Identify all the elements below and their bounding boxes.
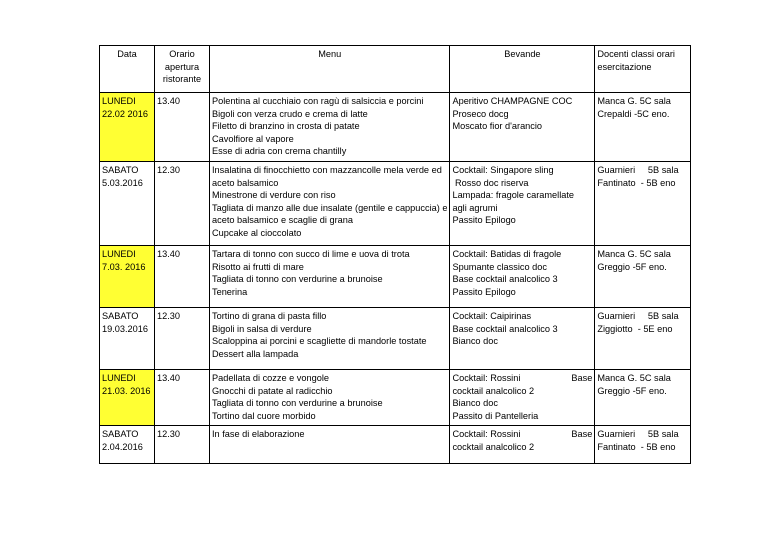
teachers-cell: Guarnieri 5B sala Fantinato - 5B eno	[595, 426, 691, 464]
menu-cell: Insalatina di finocchietto con mazzancolle mela verde ed aceto balsamico Minestrone di verdure con riso Tagliata di manzo alle due insalate (gentile e cappuccia) e aceto balsamico e scaglie di grana Cupcake al cioccolato	[210, 161, 450, 245]
drinks-cell: Cocktail: Singapore sling Rosso doc riserva Lampada: fragole caramellate agli agrumi Passito Epilogo	[450, 161, 595, 245]
menu-cell: Tortino di grana di pasta fillo Bigoli in salsa di verdure Scaloppina ai porcini e scagliette di mandorle tostate Dessert alla lampada	[210, 307, 450, 369]
menu-table	[99, 45, 691, 464]
time-cell: 13.40	[155, 369, 210, 425]
menu-cell: In fase di elaborazione	[210, 426, 450, 464]
time-cell: 12.30	[155, 307, 210, 369]
time-cell: 12.30	[155, 161, 210, 245]
date-cell: LUNEDI 22.02 2016	[100, 93, 155, 162]
teachers-cell: Guarnieri 5B sala Fantinato - 5B eno	[595, 161, 691, 245]
time-cell: 12.30	[155, 426, 210, 464]
menu-cell: Polentina al cucchiaio con ragù di salsiccia e porcini Bigoli con verza crudo e crema di latte Filetto di branzino in crosta di patate Cavolfiore al vapore Esse di adria con crema chantilly	[210, 93, 450, 162]
date-cell: LUNEDI 21.03. 2016	[100, 369, 155, 425]
time-cell: 13.40	[155, 93, 210, 162]
header-data: Data	[100, 46, 155, 93]
header-orario: Orario apertura ristorante	[155, 46, 210, 93]
table-row	[100, 245, 691, 307]
header-docenti: Docenti classi orari esercitazione	[595, 46, 691, 93]
header-bevande: Bevande	[450, 46, 595, 93]
table-row	[100, 426, 691, 464]
date-cell: LUNEDI 7.03. 2016	[100, 245, 155, 307]
teachers-cell: Manca G. 5C sala Greggio -5F eno.	[595, 369, 691, 425]
teachers-cell: Guarnieri 5B sala Ziggiotto - 5E eno	[595, 307, 691, 369]
table-row	[100, 161, 691, 245]
teachers-cell: Manca G. 5C sala Crepaldi -5C eno.	[595, 93, 691, 162]
date-cell: SABATO 2.04.2016	[100, 426, 155, 464]
drinks-cell: Cocktail: Rossini Base cocktail analcolico 2 Bianco doc Passito di Pantelleria	[450, 369, 595, 425]
time-cell: 13.40	[155, 245, 210, 307]
teachers-cell: Manca G. 5C sala Greggio -5F eno.	[595, 245, 691, 307]
header-row	[100, 46, 691, 93]
header-menu: Menu	[210, 46, 450, 93]
menu-cell: Tartara di tonno con succo di lime e uova di trota Risotto ai frutti di mare Tagliata di tonno con verdurine a brunoise Tenerina	[210, 245, 450, 307]
menu-cell: Padellata di cozze e vongole Gnocchi di patate al radicchio Tagliata di tonno con verdurine a brunoise Tortino dal cuore morbido	[210, 369, 450, 425]
drinks-cell: Cocktail: Batidas di fragole Spumante classico doc Base cocktail analcolico 3 Passito Epilogo	[450, 245, 595, 307]
date-cell: SABATO 5.03.2016	[100, 161, 155, 245]
date-cell: SABATO 19.03.2016	[100, 307, 155, 369]
table-row	[100, 307, 691, 369]
drinks-cell: Cocktail: Rossini Base cocktail analcolico 2	[450, 426, 595, 464]
drinks-cell: Aperitivo CHAMPAGNE COC Proseco docg Moscato fior d'arancio	[450, 93, 595, 162]
drinks-cell: Cocktail: Caipirinas Base cocktail analcolico 3 Bianco doc	[450, 307, 595, 369]
table-row	[100, 93, 691, 162]
table-row	[100, 369, 691, 425]
